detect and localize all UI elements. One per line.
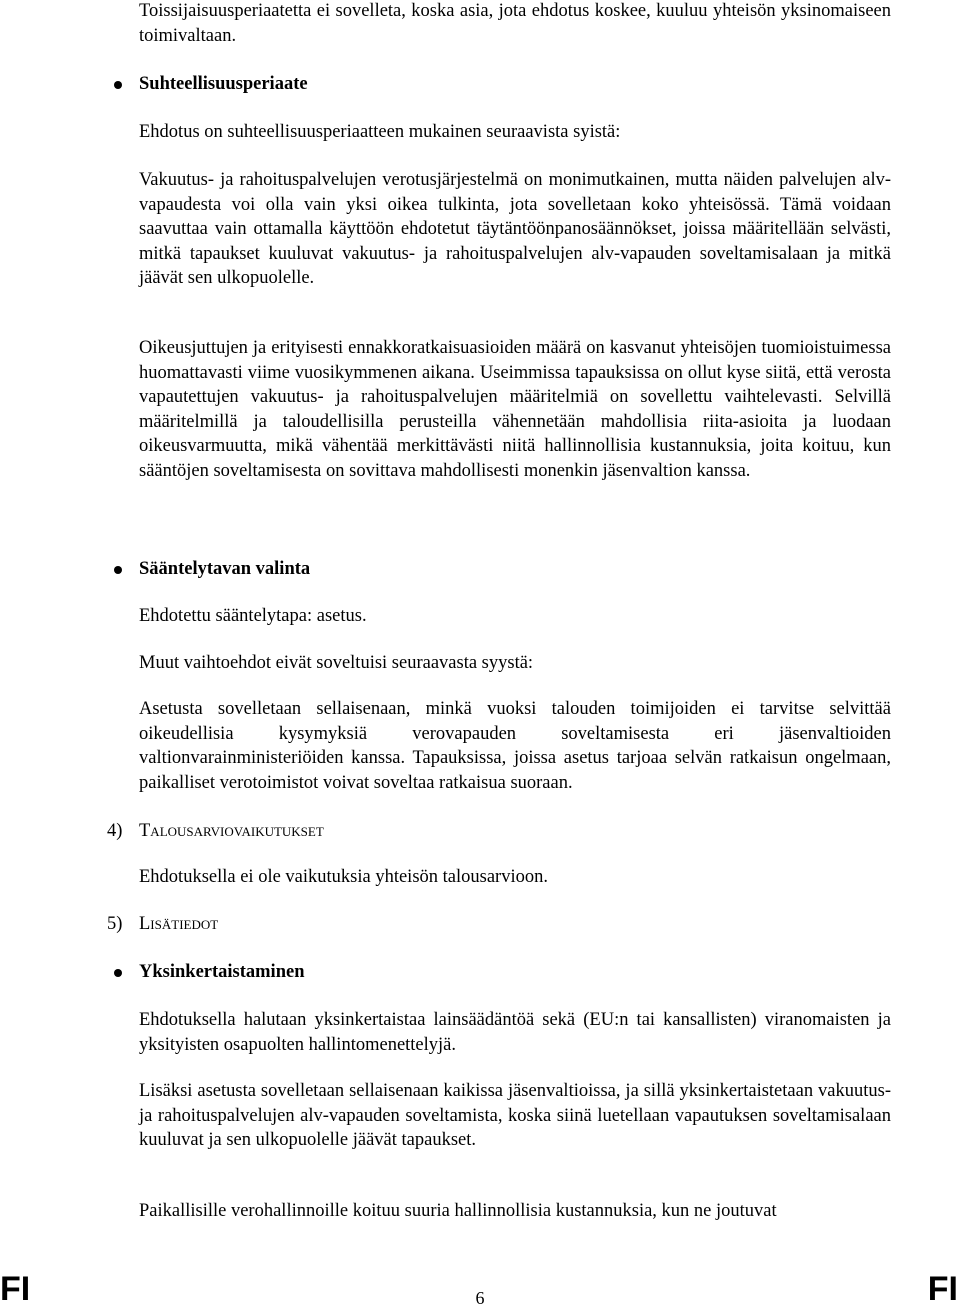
paragraph-local-tax: Paikallisille verohallinnoille koituu suuria hallinnollisia kustannuksia, kun ne joutuvat [139, 1201, 777, 1221]
section-number: 5) [107, 914, 123, 934]
paragraph-proposed-instrument: Ehdotettu sääntelytapa: asetus. [139, 606, 367, 626]
bullet-heading-proportionality: Suhteellisuusperiaate [139, 72, 308, 97]
footer-language-right: FI [927, 1270, 958, 1308]
paragraph-simplification: Ehdotuksella halutaan yksinkertaistaa lainsäädäntöä sekä (EU:n tai kansallisten) viranomaisten ja yksityisten osapuolten hallintomenettelyjä. [139, 1010, 891, 1055]
paragraph-proportionality-intro: Ehdotus on suhteellisuusperiaatteen mukainen seuraavista syistä: [139, 122, 621, 142]
bullet-dot-icon [114, 566, 122, 574]
bullet-dot-icon [114, 969, 122, 977]
paragraph-proportionality-reason: Vakuutus- ja rahoituspalvelujen verotusjärjestelmä on monimutkainen, mutta näiden palvelujen alv-vapaudesta voi olla vain yksi oikea tulkinta, jota sovelletaan koko yhteisössä. Tämä voidaan saavuttaa vain ottamalla käyttöön ehdotetut täytäntöönpanosäännökset, joissa määritellään selvästi, mitkä tapaukset kuuluvat vakuutus- ja rahoituspalvelujen alv-vapauden soveltamisalaan ja mitkä jäävät sen ulkopuolelle. [139, 170, 891, 289]
paragraph-direct-application: Lisäksi asetusta sovelletaan sellaisenaan kaikissa jäsenvaltioissa, ja sillä yksinkertaistetaan vakuutus- ja rahoituspalvelujen alv-vapauden soveltamista, koska siinä luetellaan vapautuksen soveltamisalaan kuuluvat ja sen ulkopuolelle jäävät tapaukset. [139, 1081, 891, 1151]
section-number: 4) [107, 821, 123, 841]
paragraph-subsidiarity: Toissijaisuusperiaatetta ei sovelleta, koska asia, jota ehdotus koskee, kuuluu yhteisön yksinomaiseen toimivaltaan. [139, 1, 891, 46]
paragraph-regulation-reason: Asetusta sovelletaan sellaisenaan, minkä vuoksi talouden toimijoiden ei tarvitse selvittää oikeudellisia kysymyksiä verovapauden soveltamisesta eri jäsenvaltioiden valtionvarainministeriöiden kanssa. Tapauksissa, joissa asetus tarjoaa selvän ratkaisun ongelmaan, paikalliset verotoimistot voivat soveltaa ratkaisua suoraan. [139, 699, 891, 793]
section-heading-additional-info [107, 912, 891, 937]
section-heading-budget [107, 819, 891, 844]
page-number: 6 [475, 1288, 485, 1308]
section-title: Talousarviovaikutukset [139, 821, 324, 841]
bullet-heading-regulatory-choice: Sääntelytavan valinta [139, 557, 310, 582]
paragraph-court-cases: Oikeusjuttujen ja erityisesti ennakkoratkaisuasioiden määrä on kasvanut yhteisöjen tuomioistuimessa huomattavasti viime vuosikymmenen aikana. Useimmissa tapauksissa on ollut kyse siitä, että verosta vapautettujen vakuutus- ja rahoituspalvelujen määritelmiä on sovellettu vaihtelevasti. Selvillä määritelmillä ja taloudellisilla perusteilla vähennetään mahdollisia riita-asioita ja luodaan oikeusvarmuutta, mikä vähentää merkittävästi niitä hallinnollisia kustannuksia, joita koituu, kun sääntöjen soveltamisesta on sovittava mahdollisesti monenkin jäsenvaltion kanssa. [139, 338, 891, 481]
paragraph-alternatives: Muut vaihtoehdot eivät soveltuisi seuraavasta syystä: [139, 653, 534, 673]
footer-language-left: FI [0, 1270, 31, 1308]
bullet-dot-icon [114, 81, 122, 89]
section-title: Lisätiedot [139, 914, 219, 934]
paragraph-budget: Ehdotuksella ei ole vaikutuksia yhteisön talousarvioon. [139, 867, 548, 887]
bullet-heading-simplification: Yksinkertaistaminen [139, 960, 305, 985]
